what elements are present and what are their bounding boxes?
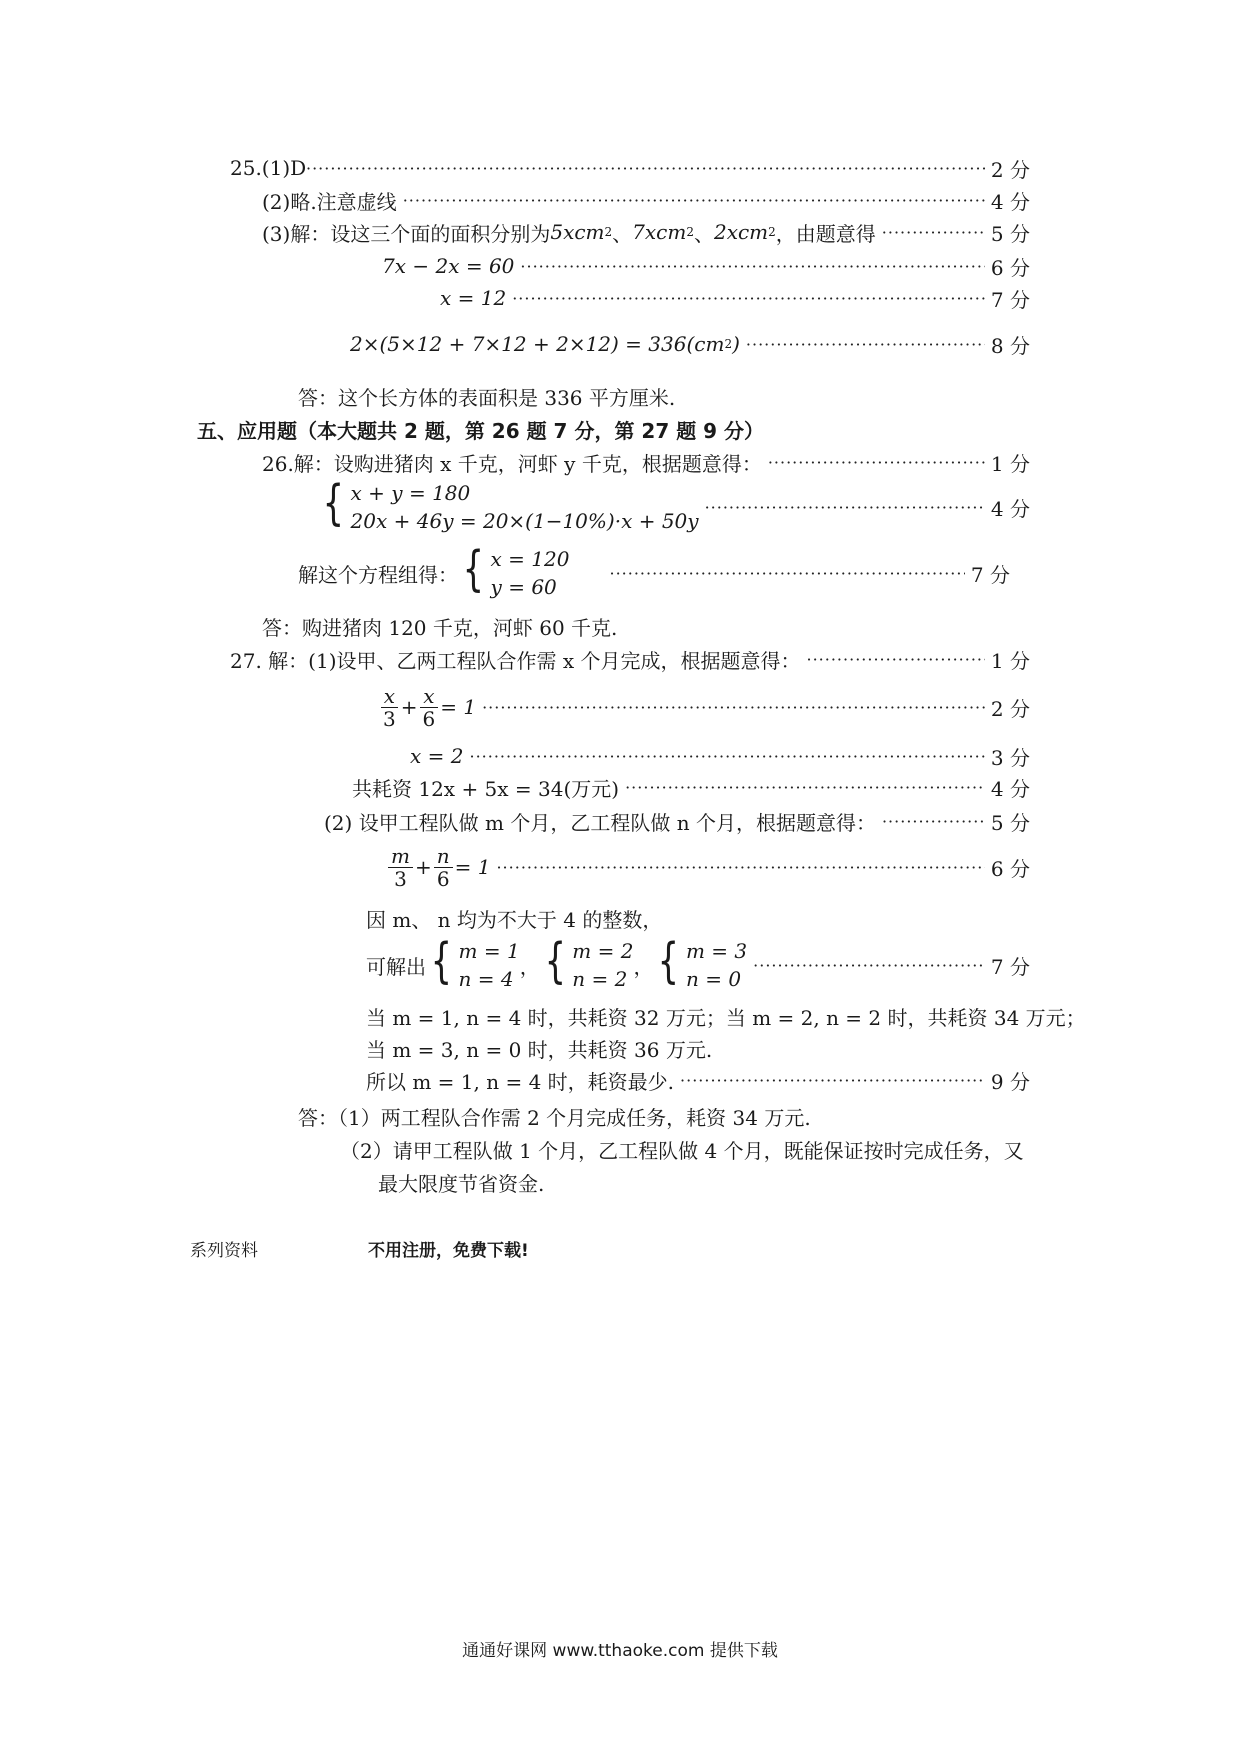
q27-line-8 — [366, 934, 1030, 996]
q25-line-2 — [262, 184, 1030, 216]
q26-answer: 答：购进猪肉 120 千克，河虾 60 千克. — [262, 615, 618, 640]
leader-dots — [807, 650, 985, 669]
leader-dots — [520, 257, 985, 276]
equation-row: x = 120 — [490, 547, 570, 571]
score: 4 分 — [990, 776, 1030, 801]
score: 1 分 — [990, 451, 1030, 476]
equation: x = 12 — [440, 286, 507, 310]
leader-dots — [469, 747, 984, 766]
separator: 、 — [612, 221, 633, 246]
score: 2 分 — [990, 696, 1030, 721]
q27-solve-label: 可解出 — [366, 954, 426, 979]
area-expr-a: 5xcm — [550, 220, 605, 244]
score: 8 分 — [990, 333, 1030, 358]
q25-part2-label: (2)略.注意虚线 — [262, 189, 397, 214]
leader-dots — [882, 223, 985, 242]
q26-line-3 — [298, 542, 1010, 604]
superscript: 2 — [604, 225, 613, 239]
q27-setup: 27. 解：(1)设甲、乙两工程队合作需 x 个月完成，根据题意得： — [230, 648, 801, 673]
q27-line-7: 因 m、 n 均为不大于 4 的整数， — [366, 907, 663, 932]
leader-dots — [512, 289, 985, 308]
brace: { — [544, 933, 566, 989]
section-title: 五、应用题（本大题共 2 题，第 26 题 7 分，第 27 题 9 分） — [197, 418, 765, 443]
equation: 2×(5×12 + 7×12 + 2×12) = 336(cm — [350, 332, 725, 356]
leader-dots — [753, 956, 985, 975]
brace: { — [462, 541, 484, 597]
equation-system — [458, 541, 570, 601]
equation-row: y = 60 — [490, 575, 557, 599]
fraction: $\frac{x}{3}$ — [380, 685, 399, 730]
equation-row: n = 0 — [685, 967, 742, 991]
separator: ， — [633, 954, 654, 979]
equation: 7x − 2x = 60 — [382, 254, 515, 278]
q25-line-6 — [350, 328, 1030, 360]
equation-row: m = 3 — [685, 939, 748, 963]
q27-answer-1: 答：（1）两工程队合作需 2 个月完成任务，耗资 34 万元. — [298, 1105, 811, 1130]
brace: { — [658, 933, 680, 989]
equation-system — [653, 933, 748, 993]
score: 5 分 — [990, 221, 1030, 246]
q25-answer: 答：这个长方体的表面积是 336 平方厘米. — [298, 385, 676, 410]
leader-dots — [403, 191, 985, 210]
q27-line-1 — [230, 643, 1030, 675]
equation-system — [540, 933, 634, 993]
leader-dots — [680, 1071, 985, 1090]
q26-solve-label: 解这个方程组得： — [298, 562, 458, 587]
brace: { — [430, 933, 452, 989]
series-label: 系列资料 — [190, 1241, 258, 1261]
leader-dots — [609, 564, 964, 583]
q27-line-6: $\frac{m}{3}$ + $\frac{n}{6}$ = 1 ····· 6 分 — [386, 840, 1030, 894]
equation-row: m = 1 — [458, 939, 520, 963]
fraction: $\frac{n}{6}$ — [434, 845, 453, 890]
q26-line-2 — [318, 476, 1030, 538]
q25-part3-prefix: (3)解：设这三个面的面积分别为 — [262, 221, 551, 246]
q27-line-11 — [366, 1064, 1030, 1096]
equation-row: x + y = 180 — [350, 481, 471, 505]
leader-dots — [882, 812, 985, 831]
equation: 共耗资 12x + 5x = 34(万元) — [352, 776, 620, 801]
q27-line-2: $\frac{x}{3}$ + $\frac{x}{6}$ = 1 ····· 2 分 — [378, 680, 1030, 734]
score: 3 分 — [990, 745, 1030, 770]
q25-line-1 — [230, 152, 1030, 184]
equation-system — [426, 933, 520, 993]
q27-line-3 — [410, 740, 1030, 772]
equation-system — [318, 475, 699, 535]
separator: 、 — [693, 221, 714, 246]
q27-line-10: 当 m = 3, n = 0 时，共耗资 36 万元. — [366, 1037, 713, 1062]
leader-dots — [625, 778, 985, 797]
equation: x = 2 — [410, 744, 464, 768]
equation-row: n = 4 — [458, 967, 514, 991]
leader-dots — [768, 453, 985, 472]
area-expr-c: 2xcm — [713, 220, 769, 244]
score: 2 分 — [990, 157, 1030, 182]
q27-part2-setup: (2) 设甲工程队做 m 个月，乙工程队做 n 个月，根据题意得： — [324, 810, 876, 835]
score: 1 分 — [990, 648, 1030, 673]
fraction: $\frac{x}{6}$ — [420, 685, 439, 730]
q25-part1-label: 25.(1)D — [230, 156, 307, 180]
score: 7 分 — [990, 287, 1030, 312]
q27-line-5 — [324, 805, 1030, 837]
equation-row: m = 2 — [572, 939, 634, 963]
area-expr-b: 7xcm — [632, 220, 687, 244]
equation-row: n = 2 — [572, 967, 628, 991]
score: 6 分 — [990, 856, 1030, 881]
score: 4 分 — [990, 496, 1030, 521]
score: 7 分 — [970, 562, 1010, 587]
q27-answer-3: 最大限度节省资金. — [378, 1171, 545, 1196]
superscript: 2 — [686, 225, 694, 239]
score: 7 分 — [990, 954, 1030, 979]
leader-dots — [705, 498, 985, 517]
leader-dots — [482, 698, 985, 717]
q25-line-3 — [262, 216, 1030, 248]
q27-conclusion: 所以 m = 1, n = 4 时，耗资最少. — [366, 1069, 675, 1094]
score: 4 分 — [990, 189, 1030, 214]
q27-answer-2: （2）请甲工程队做 1 个月，乙工程队做 4 个月，既能保证按时完成任务，又 — [340, 1138, 1024, 1163]
separator: ， — [519, 954, 540, 979]
q27-line-9: 当 m = 1, n = 4 时，共耗资 32 万元；当 m = 2, n = 2 时，共耗资 34 万元； — [366, 1005, 1086, 1030]
score: 5 分 — [990, 810, 1030, 835]
equation-end: ) — [732, 332, 740, 356]
fraction: $\frac{m}{3}$ — [388, 845, 413, 890]
equation: = 1 — [454, 855, 491, 879]
q25-part3-suffix: ，由题意得 — [775, 221, 876, 246]
score: 9 分 — [990, 1069, 1030, 1094]
site-footer: 通通好课网 www.tthaoke.com 提供下载 — [462, 1641, 778, 1661]
superscript: 2 — [724, 337, 733, 351]
leader-dots — [746, 335, 985, 354]
equation-row: 20x + 46y = 20×(1−10%)·x + 50y — [350, 509, 699, 533]
q25-line-4 — [382, 250, 1030, 282]
leader-dots — [496, 858, 984, 877]
brace: { — [322, 475, 344, 531]
equation: = 1 — [440, 695, 477, 719]
q26-setup: 26.解：设购进猪肉 x 千克，河虾 y 千克，根据题意得： — [262, 451, 762, 476]
leader-dots — [306, 159, 985, 178]
q27-line-4 — [352, 771, 1030, 803]
free-download-note: 不用注册，免费下载! — [368, 1241, 529, 1261]
score: 6 分 — [990, 255, 1030, 280]
q26-line-1 — [262, 446, 1030, 478]
superscript: 2 — [768, 225, 776, 239]
q25-line-5 — [440, 282, 1030, 314]
